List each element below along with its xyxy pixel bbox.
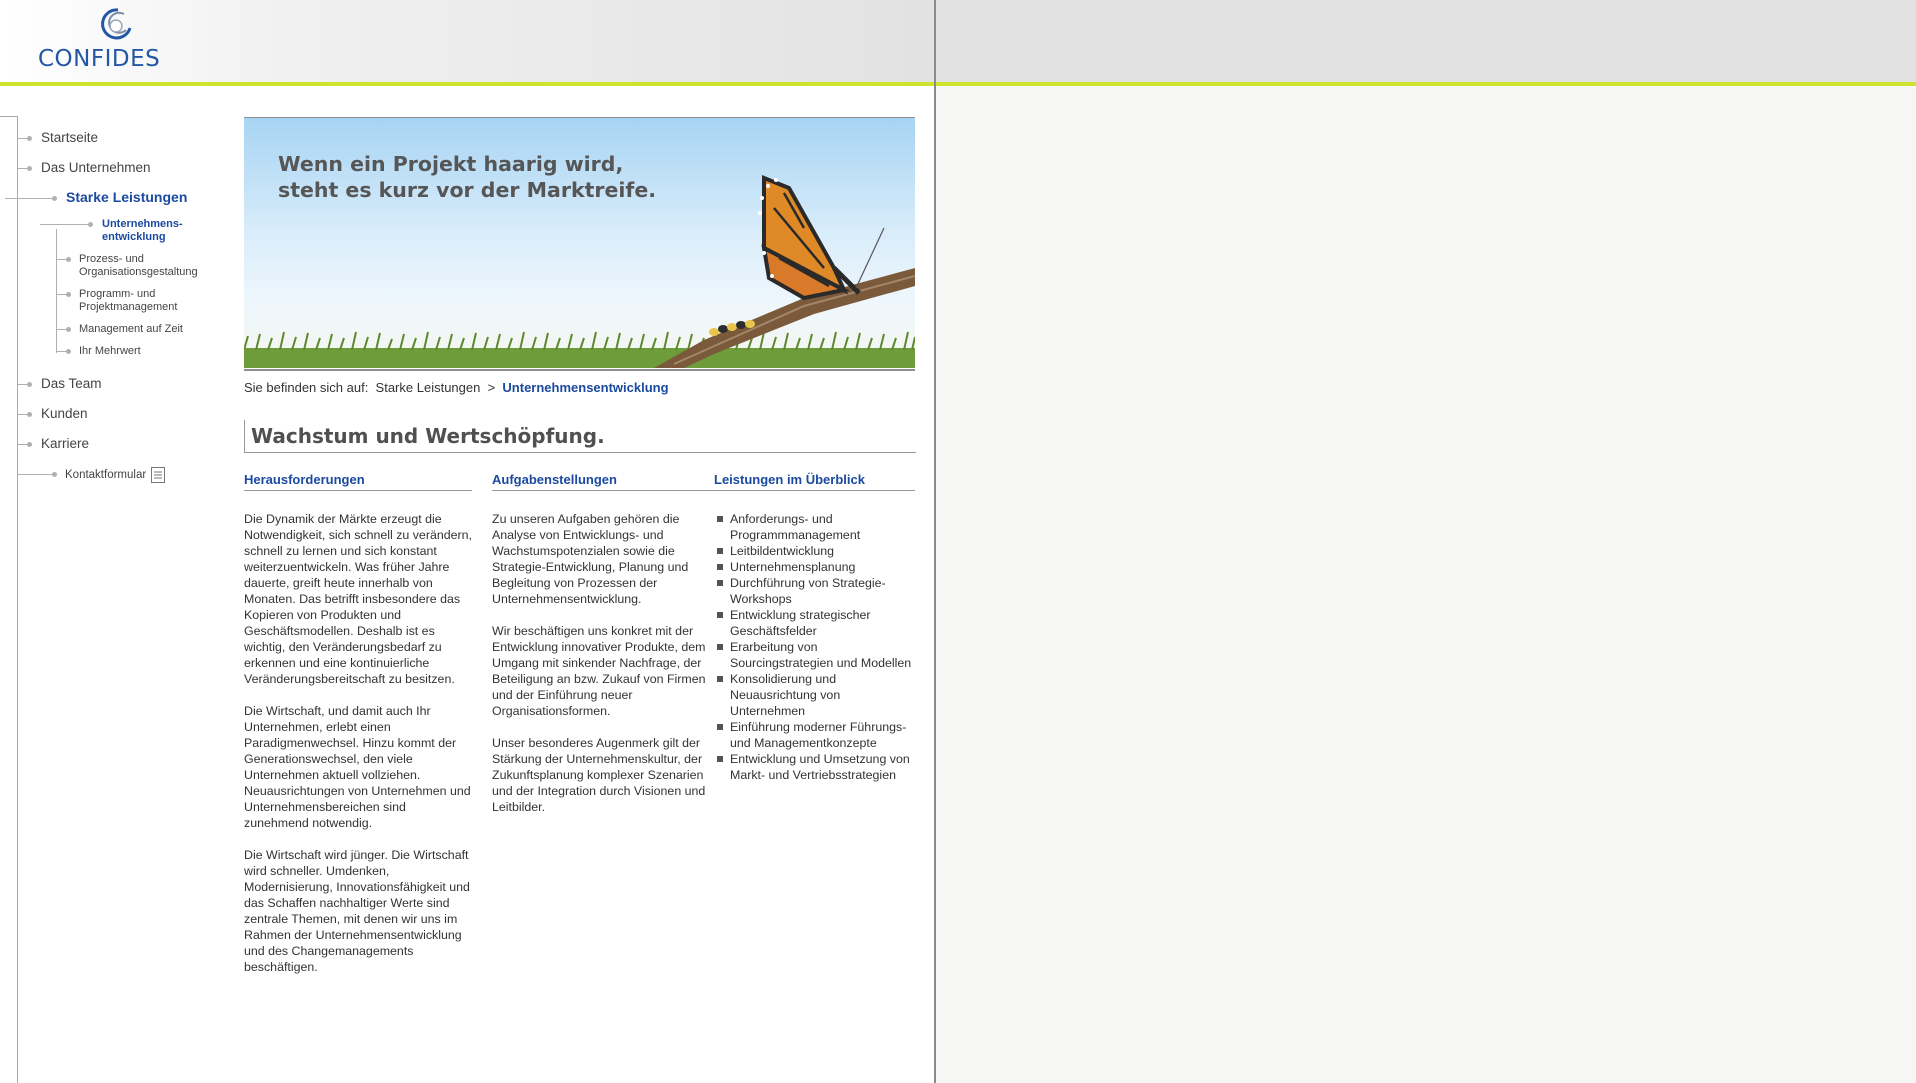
nav-item-starke-leistungen[interactable]: Starke Leistungen — [66, 189, 188, 205]
list-item: Konsolidierung und Neuausrichtung von Unternehmen — [714, 671, 915, 719]
list-item: Entwicklung und Umsetzung von Markt- und Vertriebsstrategien — [714, 751, 915, 783]
nav-bullet — [27, 412, 32, 417]
nav-bullet — [66, 292, 71, 297]
column-heading: Leistungen im Überblick — [714, 472, 915, 491]
nav-tree-stub — [0, 116, 17, 117]
paragraph: Die Dynamik der Märkte erzeugt die Notwendigkeit, sich schnell zu verändern, schnell zu lernen und sich konstant weiterzuentwickeln. Was früher Jahre dauerte, greift heute innerhalb von Monaten. Das betrifft insbesondere das Kopieren von Produkten und Geschäftsmodellen. Deshalb ist es wichtig, den Veränderungsbedarf zu erkennen und eine kontinuierliche Veränderungsbereitschaft zu besitzen. — [244, 512, 472, 686]
nav-sub-ihr-mehrwert[interactable]: Ihr Mehrwert — [79, 345, 141, 357]
page-title: Wachstum und Wertschöpfung. — [251, 424, 605, 448]
page-title-box — [244, 420, 916, 453]
column-leistungen — [714, 472, 915, 783]
nav-connector — [18, 474, 56, 475]
nav-sub-management-auf-zeit[interactable]: Management auf Zeit — [79, 323, 183, 335]
list-item: Einführung moderner Führungs- und Managementkonzepte — [714, 719, 915, 751]
paragraph: Unser besonderes Augenmerk gilt der Stärkung der Unternehmenskultur, der Zukunftsplanung komplexer Szenarien und der Integration durch Visionen und Leitbilder. — [492, 736, 706, 814]
list-item: Durchführung von Strategie-Workshops — [714, 575, 915, 607]
hero-headline: Wenn ein Projekt haarig wird, steht es kurz vor der Marktreife. — [278, 152, 657, 202]
header-bar — [0, 0, 1916, 82]
nav-bullet — [88, 222, 93, 227]
nav-bullet — [27, 442, 32, 447]
grass-blades — [244, 332, 915, 350]
nav-item-kunden[interactable]: Kunden — [41, 406, 88, 421]
nav-item-kontaktformular[interactable]: Kontaktformular — [65, 467, 165, 483]
column-heading: Herausforderungen — [244, 472, 472, 491]
paragraph: Die Wirtschaft wird jünger. Die Wirtschaft wird schneller. Umdenken, Modernisierung, Innovationsfähigkeit und das Schaffen nachhaltiger Werte sind zentrale Themen, mit denen wir uns im Rahmen der Unternehmensentwicklung und des Changemanagements beschäftigen. — [244, 848, 470, 974]
grass-strip — [244, 348, 915, 368]
list-item: Erarbeitung von Sourcingstrategien und Modellen — [714, 639, 915, 671]
form-icon — [151, 467, 165, 483]
nav-bullet — [66, 327, 71, 332]
nav-sub-unternehmensentwicklung[interactable]: Unternehmens- entwicklung — [102, 218, 183, 243]
breadcrumb-parent-link[interactable]: Starke Leistungen — [375, 380, 481, 395]
right-background — [936, 86, 1916, 1083]
breadcrumb-prefix: Sie befinden sich auf: — [244, 380, 369, 395]
column-aufgabenstellungen — [492, 472, 720, 831]
nav-item-startseite[interactable]: Startseite — [41, 130, 99, 145]
nav-sub-programm[interactable]: Programm- und Projektmanagement — [79, 288, 178, 313]
nav-sub-line — [56, 229, 57, 353]
nav-bullet — [52, 196, 57, 201]
nav-bullet — [27, 136, 32, 141]
nav-bullet — [27, 166, 32, 171]
breadcrumb-separator: > — [487, 380, 496, 395]
list-item: Leitbildentwicklung — [714, 543, 915, 559]
nav-item-unternehmen[interactable]: Das Unternehmen — [41, 160, 151, 175]
list-item: Entwicklung strategischer Geschäftsfelder — [714, 607, 915, 639]
logo-text: CONFIDES — [38, 46, 161, 72]
list-item: Unternehmensplanung — [714, 559, 915, 575]
list-item: Anforderungs- und Programmmanagement — [714, 511, 915, 543]
nav-item-karriere[interactable]: Karriere — [41, 436, 90, 451]
nav-sub-prozess[interactable]: Prozess- und Organisationsgestaltung — [79, 253, 198, 278]
nav-bullet — [27, 382, 32, 387]
service-list — [714, 511, 915, 783]
breadcrumb — [244, 380, 669, 395]
hero-banner — [244, 118, 915, 368]
breadcrumb-current-link[interactable]: Unternehmensentwicklung — [502, 380, 669, 395]
column-herausforderungen — [244, 472, 472, 991]
nav-bullet — [66, 257, 71, 262]
logo-icon — [100, 8, 132, 42]
nav-bullet — [52, 472, 57, 477]
paragraph: Zu unseren Aufgaben gehören die Analyse von Entwicklungs- und Wachstumspotenzialen sowie die Strategie-Entwicklung, Planung und Begleitung von Prozessen der Unternehmensentwicklung. — [492, 512, 689, 606]
nav-tree-line — [17, 116, 18, 1083]
butterfly — [758, 178, 884, 298]
column-heading: Aufgabenstellungen — [492, 472, 720, 491]
paragraph: Wir beschäftigen uns konkret mit der Entwicklung innovativer Produkte, dem Umgang mit sinkender Nachfrage, der Beteiligung an bzw. Zukauf von Firmen und der Einführung neuer Organisationsformen. — [492, 624, 706, 718]
hero-bottom-border — [244, 369, 915, 371]
logo[interactable] — [38, 8, 198, 72]
paragraph: Die Wirtschaft, und damit auch Ihr Unternehmen, erlebt einen Paradigmenwechsel. Hinzu kommt der Generationswechsel, den viele Unternehmen aktuell vollziehen. Neuausrichtungen von Unternehmen und Unternehmensbereichen sind zunehmend notwendig. — [244, 704, 471, 830]
nav-bullet — [66, 349, 71, 354]
nav-item-das-team[interactable]: Das Team — [41, 376, 102, 391]
page-divider — [934, 0, 936, 1083]
nav-connector — [5, 198, 55, 199]
nav-connector — [40, 224, 90, 225]
